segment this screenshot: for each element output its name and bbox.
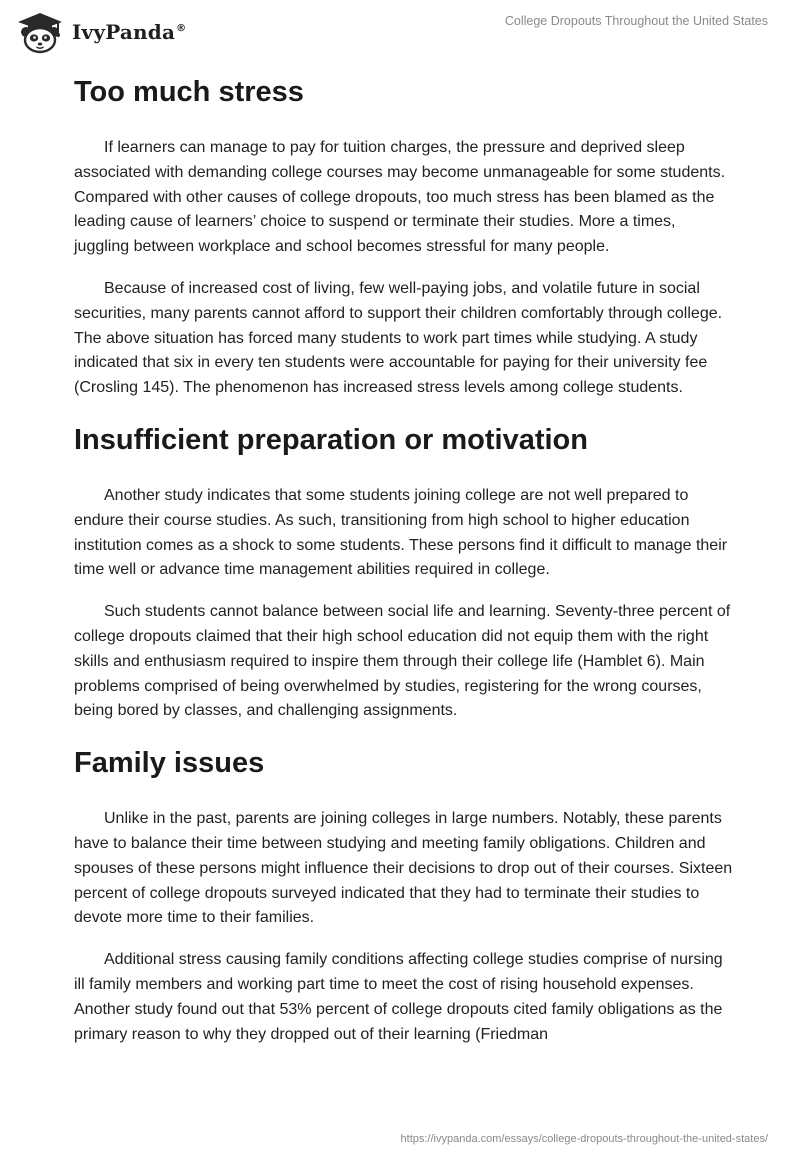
panda-logo-icon	[14, 10, 66, 54]
essay-content	[74, 72, 734, 1047]
paragraph: Additional stress causing family conditions affecting college studies comprise of nursing ill family members and working part time to meet the cost of rising household expenses. Another study found out that 53% percent of college dropouts cited family obligations as the primary reason to why they dropped out of their learning (Friedman	[74, 951, 723, 1043]
paragraph: Another study indicates that some students joining college are not well prepared to endure their course studies. As such, transitioning from high school to higher education institution comes as a shock to some students. These persons find it difficult to manage their time well or advance time management abilities required in college.	[74, 486, 728, 579]
source-url-link[interactable]: https://ivypanda.com/essays/college-dropouts-throughout-the-united-states/	[400, 1133, 768, 1145]
brand-name: IvyPanda®	[72, 20, 187, 44]
document-title: College Dropouts Throughout the United States	[504, 14, 768, 28]
paragraph: Unlike in the past, parents are joining colleges in large numbers. Notably, these parents have to balance their time between studying and meeting family obligations. Children and spouses of these persons might influence their decisions to drop out of their courses. Sixteen percent of college dropouts surveyed indicated that they had to terminate their studies to devote more time to their families.	[74, 810, 733, 927]
paragraph: Because of increased cost of living, few well-paying jobs, and volatile future in social securities, many parents cannot afford to support their children comfortably through college. The above situation has forced many students to work part times while studying. A study indicated that six in every ten students were accountable for paying for their university fee (Crosling 145). The phenomenon has increased stress levels among college students.	[74, 279, 723, 397]
registered-mark: ®	[176, 23, 187, 35]
paragraph: Such students cannot balance between social life and learning. Seventy-three percent of college dropouts claimed that their high school education did not equip them with the right skills and enthusiasm required to inspire them through their college life (Hamblet 6). Main problems comprised of being overwhelmed by studies, registering for the wrong courses, being bored by classes, and challenging assignments.	[74, 603, 731, 720]
page-header	[0, 0, 800, 60]
section-heading-family: Family issues	[74, 747, 265, 780]
paragraph: If learners can manage to pay for tuition charges, the pressure and deprived sleep associated with demanding college courses may become unmanageable for some students. Compared with other causes of college dropouts, too much stress has been blamed as the leading cause of learners’ choice to suspend or terminate their studies. More a times, juggling between workplace and school becomes stressful for many people.	[74, 139, 726, 256]
section-heading-stress: Too much stress	[74, 76, 304, 108]
section-heading-preparation: Insufficient preparation or motivation	[74, 423, 588, 456]
brand-logo[interactable]	[14, 10, 186, 54]
